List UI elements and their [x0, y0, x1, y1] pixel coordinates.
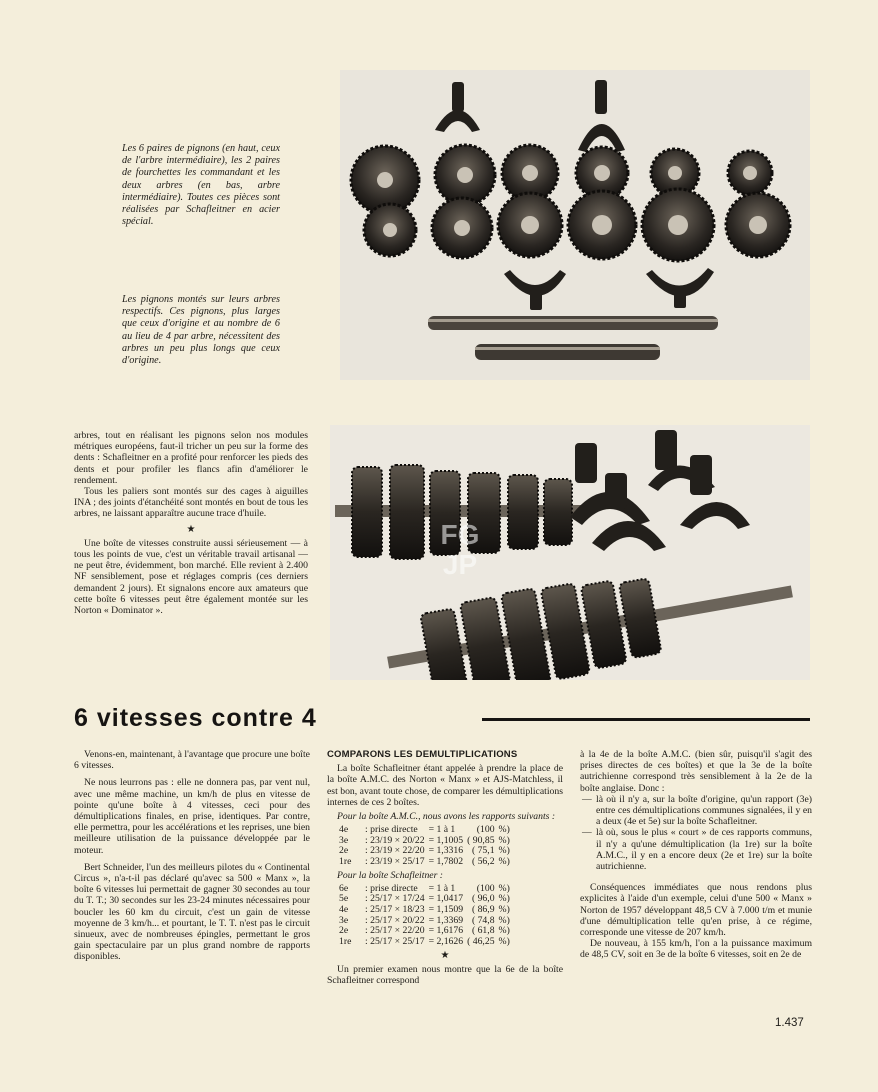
list-item	[580, 827, 812, 872]
top-caption-text: Les 6 paires de pignons (en haut, ceux de l'arbre intermédiaire), les 2 paires de fourchettes les commandant et les deux arbres (en bas, arbre intermédiaire). Toutes ces pièces sont réalisées par Schafleitner en acier spécial.	[122, 143, 280, 228]
gear-ratio-value: = 1,6176	[428, 925, 464, 937]
gear-label: 1re	[339, 856, 352, 867]
amc-ratios-table	[337, 825, 512, 867]
col3-paragraph-3: De nouveau, à 155 km/h, l'on a la puissance maximum de 48,5 CV, soit en 3e de la boîte 6 vitesses, soit en 2e de	[580, 938, 812, 961]
col3-paragraph-1: à la 4e de la boîte A.M.C. (bien sûr, puisqu'il s'agit des prises directes de ces boîtes) et que la 3e de la boîte autrichienne correspond très sensiblement à la 2e de la boîte anglaise. Donc :	[580, 749, 812, 794]
gear-ratio-spec: : 25/17 × 17/24	[365, 893, 425, 905]
gear-ratio-value: = 1,0417	[428, 893, 464, 905]
gear-ratio-percent: ( 56,2	[471, 856, 495, 867]
left-upper-column	[74, 430, 308, 616]
gear-label: 2e	[339, 925, 349, 937]
middle-photo-caption	[122, 294, 280, 367]
col1-paragraph-3: Bert Schneider, l'un des meilleurs pilotes du « Continental Circus », n'a-t-il pas déclaré qu'avec sa 500 « Manx », la boîte 6 vitesses lui permettait de gagner 30 secondes au tour du T. T.; 30 secondes sur les 23-24 minutes nécessaires pour boucler les 60 km du circuit, c'est un gain de vitesse moyenne de 3 km/h... et pourtant, le T. T. n'est pas le circuit sinueux, avec de nombreuses épingles, permettant le gros gain spectaculaire par un plus grand nombre de rapports disponibles.	[74, 861, 310, 963]
gear-ratio-spec: : 25/17 × 22/20	[365, 925, 425, 937]
column-2	[327, 749, 563, 986]
gear-ratio-percent: (100	[476, 824, 495, 836]
percent-close: %)	[498, 925, 510, 937]
percent-close: %)	[498, 824, 510, 836]
gear-ratio-spec: : 25/17 × 20/22	[365, 914, 425, 926]
watermark	[420, 520, 500, 580]
gear-ratio-spec: : prise directe	[365, 824, 418, 836]
headline-rule	[482, 718, 810, 721]
gear-ratio-spec: : 25/17 × 25/17	[365, 935, 425, 947]
gear-label: 3e	[339, 834, 349, 846]
star-separator: ★	[186, 523, 196, 535]
col1-paragraph-2: Ne nous leurrons pas : elle ne donnera pas, par vent nul, avec une même machine, un km/h de plus en vitesse de pointe qu'une boîte à 4 vitesses, ceci pour des démultiplications finales, en prise, identiques. Par contre, elle permettra, pour les accélérations et les reprises, une bien meilleure utilisation de la puissance développée par le moteur.	[74, 777, 310, 856]
gear-parts-photo	[340, 70, 810, 380]
ratio-row	[337, 905, 512, 916]
list-item	[580, 794, 812, 828]
paragraph-price: Une boîte de vitesses construite aussi sérieusement — à tous les points de vue, c'est un véritable travail artisanal — ne peut être, évidemment, bon marché. Elle revient à 2.400 NF sensiblement, pose et réglages compris (ces derniers demandent 2 jours). Et signalons encore aux amateurs que cette boîte 6 vitesses peut être également montée sur les Norton « Dominator ».	[74, 537, 308, 617]
comparison-list	[580, 794, 812, 872]
dash-mark: —	[582, 793, 592, 805]
gear-ratio-value: = 1 à 1	[428, 882, 456, 894]
ratio-row	[337, 857, 512, 868]
gear-label: 6e	[339, 882, 349, 894]
gear-ratio-value: = 1,1005	[428, 834, 464, 846]
gear-label: 1re	[339, 935, 352, 947]
gear-ratio-value: = 1,3316	[428, 845, 464, 857]
percent-close: %)	[498, 856, 510, 867]
amc-intro: Pour la boîte A.M.C., nous avons les rapports suivants :	[337, 811, 556, 823]
dash-mark: —	[582, 827, 592, 839]
percent-close: %)	[498, 903, 510, 915]
page-number: 1.437	[775, 1017, 804, 1029]
col2-paragraph-1: La boîte Schafleitner étant appelée à prendre la place de la boîte A.M.C. des Norton « Manx » et AJS-Matchless, il est bon, avant toute chose, de comparer les démultiplications internes de ces 2 boîtes.	[327, 763, 563, 808]
top-photo-caption	[122, 143, 280, 228]
schafleitner-intro: Pour la boîte Schafleitner :	[337, 869, 444, 881]
gear-ratio-spec: : 23/19 × 25/17	[365, 856, 425, 867]
gear-label: 3e	[339, 914, 349, 926]
gear-label: 5e	[339, 893, 349, 905]
gear-ratio-percent: (100	[476, 882, 495, 894]
gear-label: 4e	[339, 824, 349, 836]
percent-close: %)	[498, 834, 510, 846]
gear-ratio-percent: ( 75,1	[471, 845, 495, 857]
list-item-text: là où, sous le plus « court » de ces rapports communs, il n'y a qu'une démultiplication (la 1re) sur la boîte A.M.C., il y en a encore deux (2e et 1re) sur la boîte autrichienne.	[596, 827, 812, 873]
column-1	[74, 749, 310, 963]
ratios-heading: COMPARONS LES DEMULTIPLICATIONS	[327, 749, 518, 760]
paragraph-teeth: arbres, tout en réalisant les pignons selon nos modules métriques européens, faut-il tricher un peu sur la forme des dents : Schafleitner en a profité pour renforcer les pieds des dents et pour profiler les flancs afin d'améliorer le rendement.	[74, 430, 308, 486]
percent-close: %)	[498, 935, 510, 947]
gear-ratio-value: = 1 à 1	[428, 824, 456, 836]
gear-label: 2e	[339, 845, 349, 857]
percent-close: %)	[498, 845, 510, 857]
paragraph-bearings: Tous les paliers sont montés sur des cages à aiguilles INA ; des joints d'étanchéité sont montés en bout de tous les arbres, ne laissant apparaître aucune trace d'huile.	[74, 486, 308, 520]
watermark-line1: FG	[440, 519, 480, 550]
watermark-line2: JP	[442, 549, 478, 580]
gear-label: 4e	[339, 903, 349, 915]
gear-ratio-percent: ( 86,9	[471, 903, 495, 915]
gear-ratio-spec: : 23/19 × 22/20	[365, 845, 425, 857]
gear-ratio-percent: ( 90,85	[467, 834, 495, 846]
gear-ratio-value: = 2,1626	[428, 935, 464, 947]
gear-ratio-spec: : 23/19 × 20/22	[365, 834, 425, 846]
schafleitner-ratios-table	[337, 884, 512, 948]
assembled-shafts-photo	[330, 425, 810, 680]
middle-caption-text: Les pignons montés sur leurs arbres respectifs. Ces pignons, plus larges que ceux d'origine et au nombre de 6 au lieu de 4 par arbre, nécessitent des arbres un peu plus longs que ceux d'origine.	[122, 294, 280, 367]
gear-ratio-spec: : 25/17 × 18/23	[365, 903, 425, 915]
gear-ratio-value: = 1,7802	[428, 856, 464, 867]
gear-ratio-spec: : prise directe	[365, 882, 418, 894]
gear-ratio-percent: ( 61,8	[471, 925, 495, 937]
percent-close: %)	[498, 914, 510, 926]
col1-paragraph-1: Venons-en, maintenant, à l'avantage que procure une boîte 6 vitesses.	[74, 749, 310, 772]
list-item-text: là où il n'y a, sur la boîte d'origine, qu'un rapport (3e) entre ces démultiplications communes signalées, il y en a deux (4e et 5e) sur la boîte Schafleitner.	[596, 793, 812, 828]
col2-paragraph-2: Un premier examen nous montre que la 6e de la boîte Schafleitner correspond	[327, 963, 563, 986]
gear-ratio-value: = 1,3369	[428, 914, 464, 926]
percent-close: %)	[498, 882, 510, 894]
gear-ratio-percent: ( 74,8	[471, 914, 495, 926]
gear-ratio-value: = 1,1509	[428, 903, 464, 915]
star-separator-2: ★	[440, 950, 450, 962]
section-headline: 6 vitesses contre 4	[74, 704, 317, 732]
column-3	[580, 749, 812, 961]
ratio-row	[337, 937, 512, 948]
col3-paragraph-2: Conséquences immédiates que nous rendons plus explicites à l'aide d'un exemple, celui d'une 500 « Manx » Norton de 1957 développant 48,5 CV à 7.000 t/m et munie d'une démultiplication telle qu'en prise, à ce régime, corresponde une vitesse de 207 km/h.	[580, 882, 812, 939]
gear-ratio-percent: ( 96,0	[471, 893, 495, 905]
percent-close: %)	[498, 893, 510, 905]
gear-ratio-percent: ( 46,25	[467, 935, 495, 947]
